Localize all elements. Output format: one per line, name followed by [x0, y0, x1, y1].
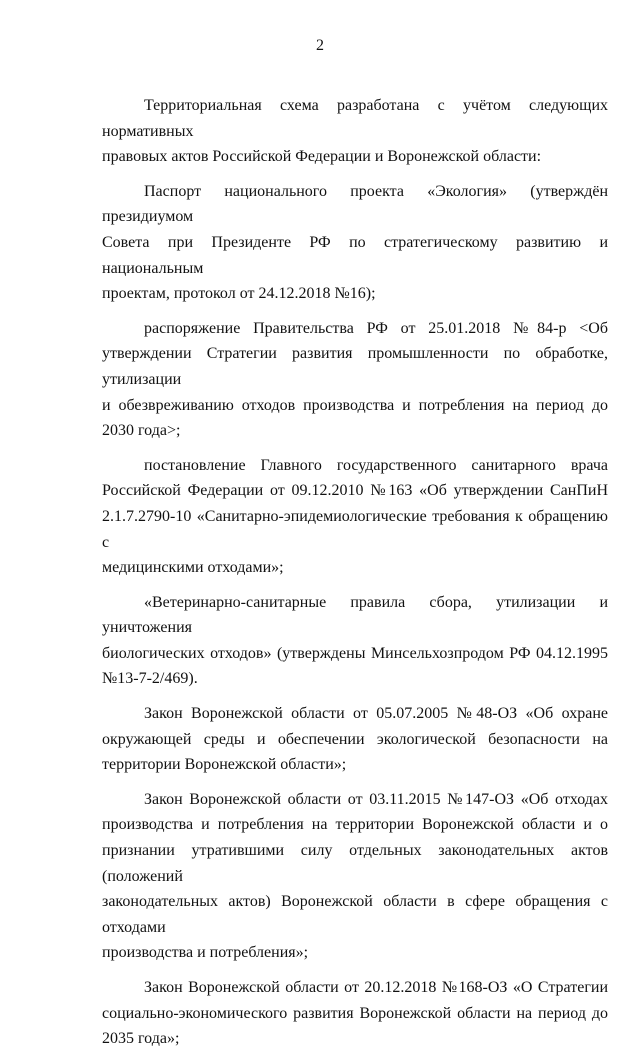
text-line: №13-7-2/469).: [102, 670, 198, 688]
text-line: 2.1.7.2790-10 «Санитарно-эпидемиологические требования к обращению с: [102, 507, 608, 551]
text-line: производства и потребления на территории Воронежской области и о: [102, 816, 608, 834]
text-line: проектам, протокол от 24.12.2018 №16);: [102, 285, 376, 303]
text-line: медицинскими отходами»;: [102, 559, 284, 577]
text-line: правовых актов Российской Федерации и Воронежской области:: [102, 148, 542, 166]
text-line: и обезвреживанию отходов производства и потребления на период до: [102, 396, 608, 414]
document-body: [102, 93, 608, 1061]
paragraph: [102, 590, 608, 692]
text-line: утверждении Стратегии развития промышленности по обработке, утилизации: [102, 345, 608, 388]
text-line: Совета при Президенте РФ по стратегическому развитию и национальным: [102, 233, 608, 277]
text-line: социально-экономического развития Воронежской области на период до: [102, 1004, 608, 1022]
text-line: 2030 года>;: [102, 422, 181, 440]
text-line: территории Воронежской области»;: [102, 756, 347, 774]
text-line: Территориальная схема разработана с учётом следующих нормативных: [102, 97, 608, 140]
text-line: постановление Главного государственного санитарного врача: [144, 456, 608, 474]
text-line: Закон Воронежской области от 20.12.2018 №168-ОЗ «О Стратегии: [144, 979, 608, 996]
paragraph: [102, 453, 608, 581]
text-line: «Ветеринарно-санитарные правила сбора, утилизации и уничтожения: [102, 593, 608, 637]
text-line: законодательных актов) Воронежской области в сфере обращения с отходами: [102, 893, 608, 936]
paragraph: [102, 701, 608, 778]
text-line: окружающей среды и обеспечении экологической безопасности на: [102, 730, 608, 748]
page-number: 2: [316, 37, 324, 54]
text-line: Закон Воронежской области от 03.11.2015 №147-ОЗ «Об отходах: [144, 790, 608, 808]
text-line: 2035 года»;: [102, 1030, 180, 1048]
text-line: Паспорт национального проекта «Экология» (утверждён президиумом: [102, 182, 608, 226]
paragraph: [102, 975, 608, 1052]
text-line: Российской Федерации от 09.12.2010 №163 «Об утверждении СанПиН: [102, 482, 608, 500]
paragraph: [102, 179, 608, 307]
paragraph: [102, 787, 608, 966]
paragraph: [102, 93, 608, 170]
text-line: Закон Воронежской области от 05.07.2005 №48-ОЗ «Об охране: [144, 705, 608, 723]
text-line: производства и потребления»;: [102, 944, 309, 962]
text-line: распоряжение Правительства РФ от 25.01.2018 №84-р <Об: [144, 319, 608, 337]
paragraph: [102, 316, 608, 444]
text-line: признании утратившими силу отдельных законодательных актов (положений: [102, 842, 608, 885]
text-line: биологических отходов» (утверждены Минсельхозпродом РФ 04.12.1995: [102, 644, 608, 662]
